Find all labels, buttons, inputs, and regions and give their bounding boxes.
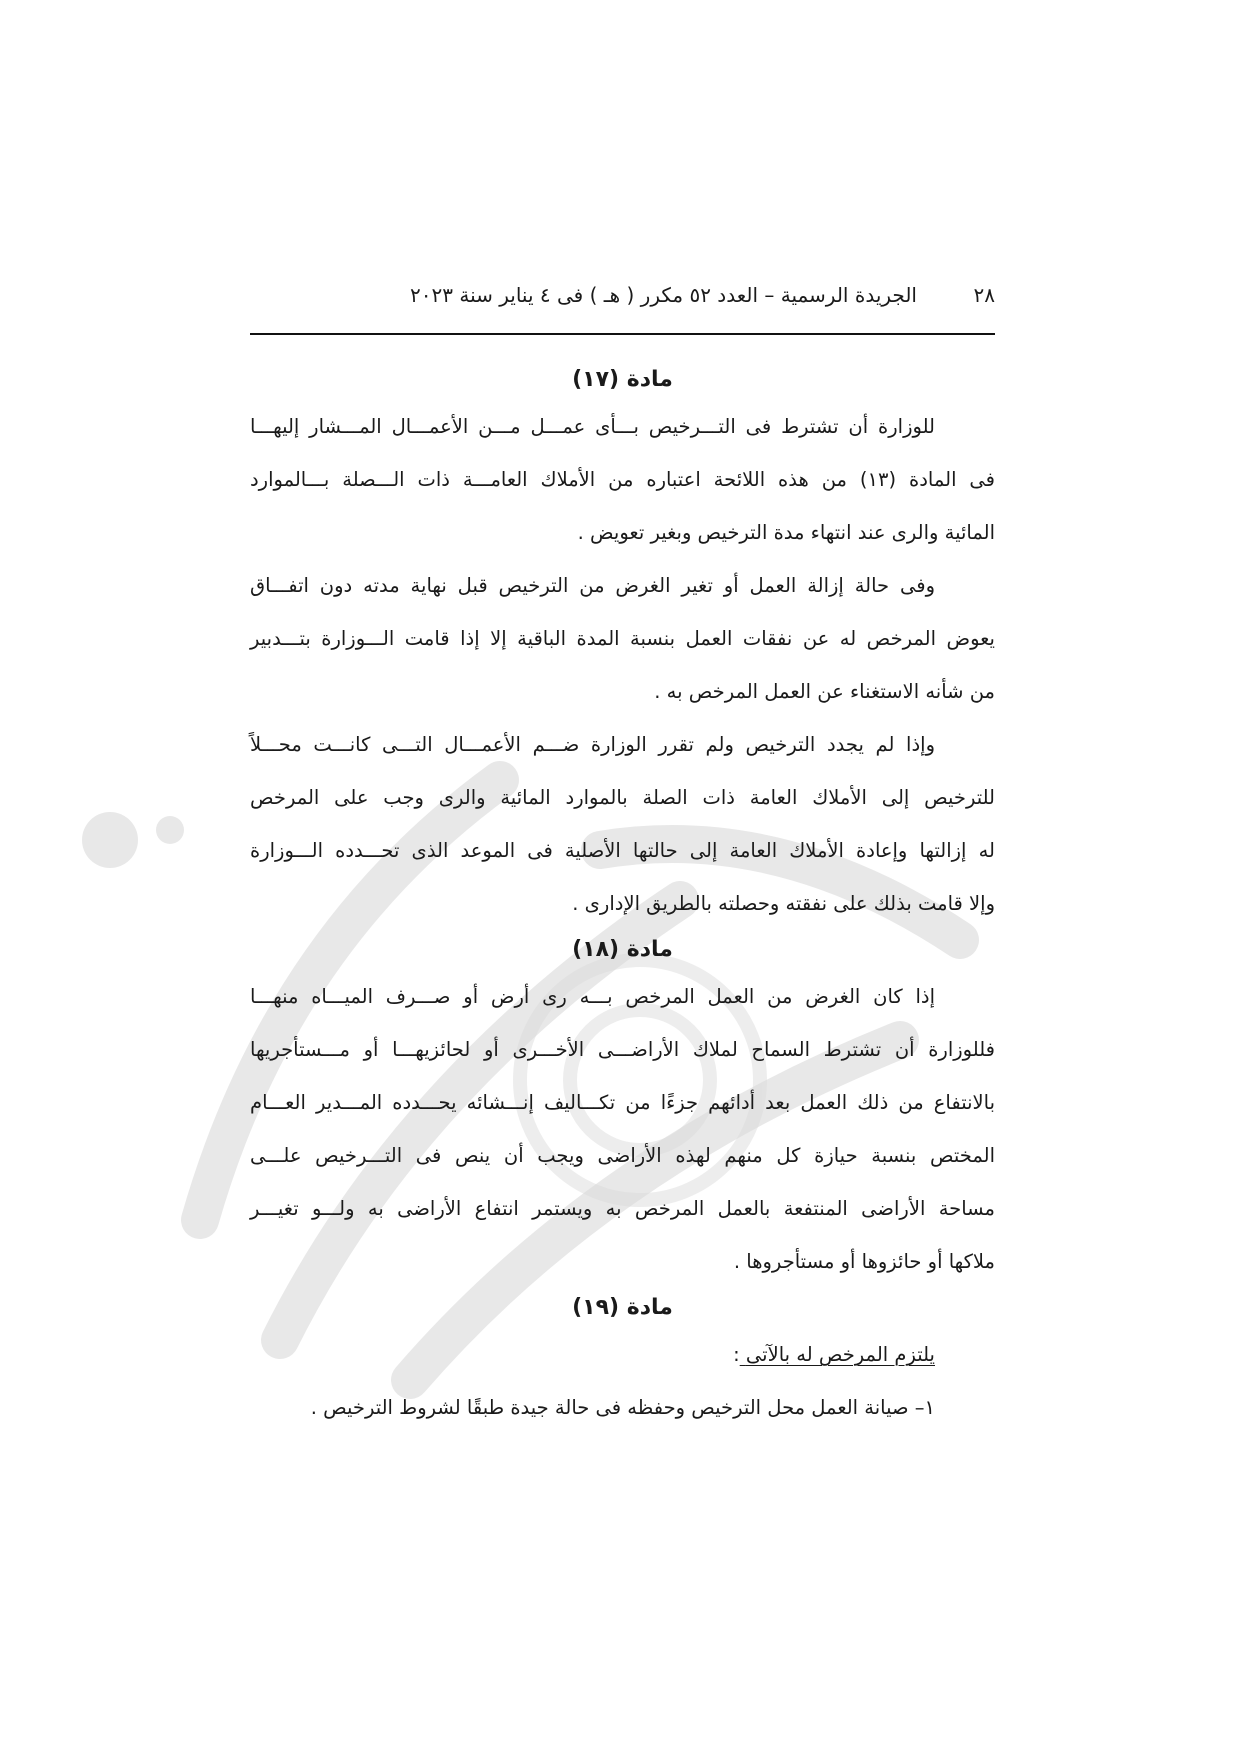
article-19-intro <box>250 1328 995 1381</box>
intro-text: يلتزم المرخص له بالآتى <box>745 1343 935 1366</box>
text-line: ملاكها أو حائزوها أو مستأجروها . <box>733 1250 995 1273</box>
header-divider <box>250 333 995 335</box>
text-line: فللوزارة أن تشترط السماح لملاك الأراضـــى الأخـــرى أو لحائزيهـــا أو مـــستأجريها <box>250 1038 995 1061</box>
article-18-heading: مادة (١٨) <box>572 937 673 962</box>
text-line: من شأنه الاستغناء عن العمل المرخص به . <box>654 680 995 703</box>
text-line: وإلا قامت بذلك على نفقته وحصلته بالطريق الإدارى . <box>572 892 995 915</box>
text-line: المختص بنسبة حيازة كل منهم لهذه الأراضى ويجب أن ينص فى التـــرخيص علـــى <box>250 1144 995 1167</box>
intro-colon: : <box>733 1343 740 1366</box>
list-item: ١– صيانة العمل محل الترخيص وحفظه فى حالة جيدة طبقًا لشروط الترخيص . <box>310 1396 935 1419</box>
page-header <box>250 283 995 319</box>
text-line: إذا كان الغرض من العمل المرخص بـــه رى أرض أو صـــرف الميـــاه منهـــا <box>250 985 935 1008</box>
text-line: له إزالتها وإعادة الأملاك العامة إلى حالتها الأصلية فى الموعد الذى تحـــدده الـــوزارة <box>250 839 995 862</box>
text-line: وفى حالة إزالة العمل أو تغير الغرض من الترخيص قبل نهاية مدته دون اتفـــاق <box>250 574 935 597</box>
article-17-heading: مادة (١٧) <box>572 367 673 392</box>
text-line: للترخيص إلى الأملاك العامة ذات الصلة بالموارد المائية والرى وجب على المرخص <box>250 786 995 809</box>
article-17-paragraph-1 <box>250 400 995 559</box>
text-line: للوزارة أن تشترط فى التـــرخيص بـــأى عمـــل مـــن الأعمـــال المـــشار إليهـــا <box>250 415 935 438</box>
text-line: وإذا لم يجدد الترخيص ولم تقرر الوزارة ضـــم الأعمـــال التـــى كانـــت محـــلاً <box>250 733 935 756</box>
page-number: ٢٨ <box>973 283 995 307</box>
article-19-heading: مادة (١٩) <box>572 1295 673 1320</box>
document-body <box>250 360 995 1434</box>
text-line: المائية والرى عند انتهاء مدة الترخيص وبغير تعويض . <box>577 521 995 544</box>
article-18-paragraph-1 <box>250 970 995 1288</box>
text-line: مساحة الأراضى المنتفعة بالعمل المرخص به ويستمر انتفاع الأراضى به ولـــو تغيـــر <box>250 1197 995 1220</box>
article-17-paragraph-3 <box>250 718 995 930</box>
article-17-paragraph-2 <box>250 559 995 718</box>
issue-line: الجريدة الرسمية – العدد ٥٢ مكرر ( هـ ) فى ٤ يناير سنة ٢٠٢٣ <box>410 283 917 307</box>
text-line: فى المادة (١٣) من هذه اللائحة اعتباره من الأملاك العامـــة ذات الـــصلة بـــالموارد <box>250 468 996 491</box>
text-line: يعوض المرخص له عن نفقات العمل بنسبة المدة الباقية إلا إذا قامت الـــوزارة بتـــدبير <box>250 627 995 650</box>
text-line: بالانتفاع من ذلك العمل بعد أدائهم جزءًا من تكـــاليف إنـــشائه يحـــدده المـــدير العـــام <box>250 1091 995 1114</box>
